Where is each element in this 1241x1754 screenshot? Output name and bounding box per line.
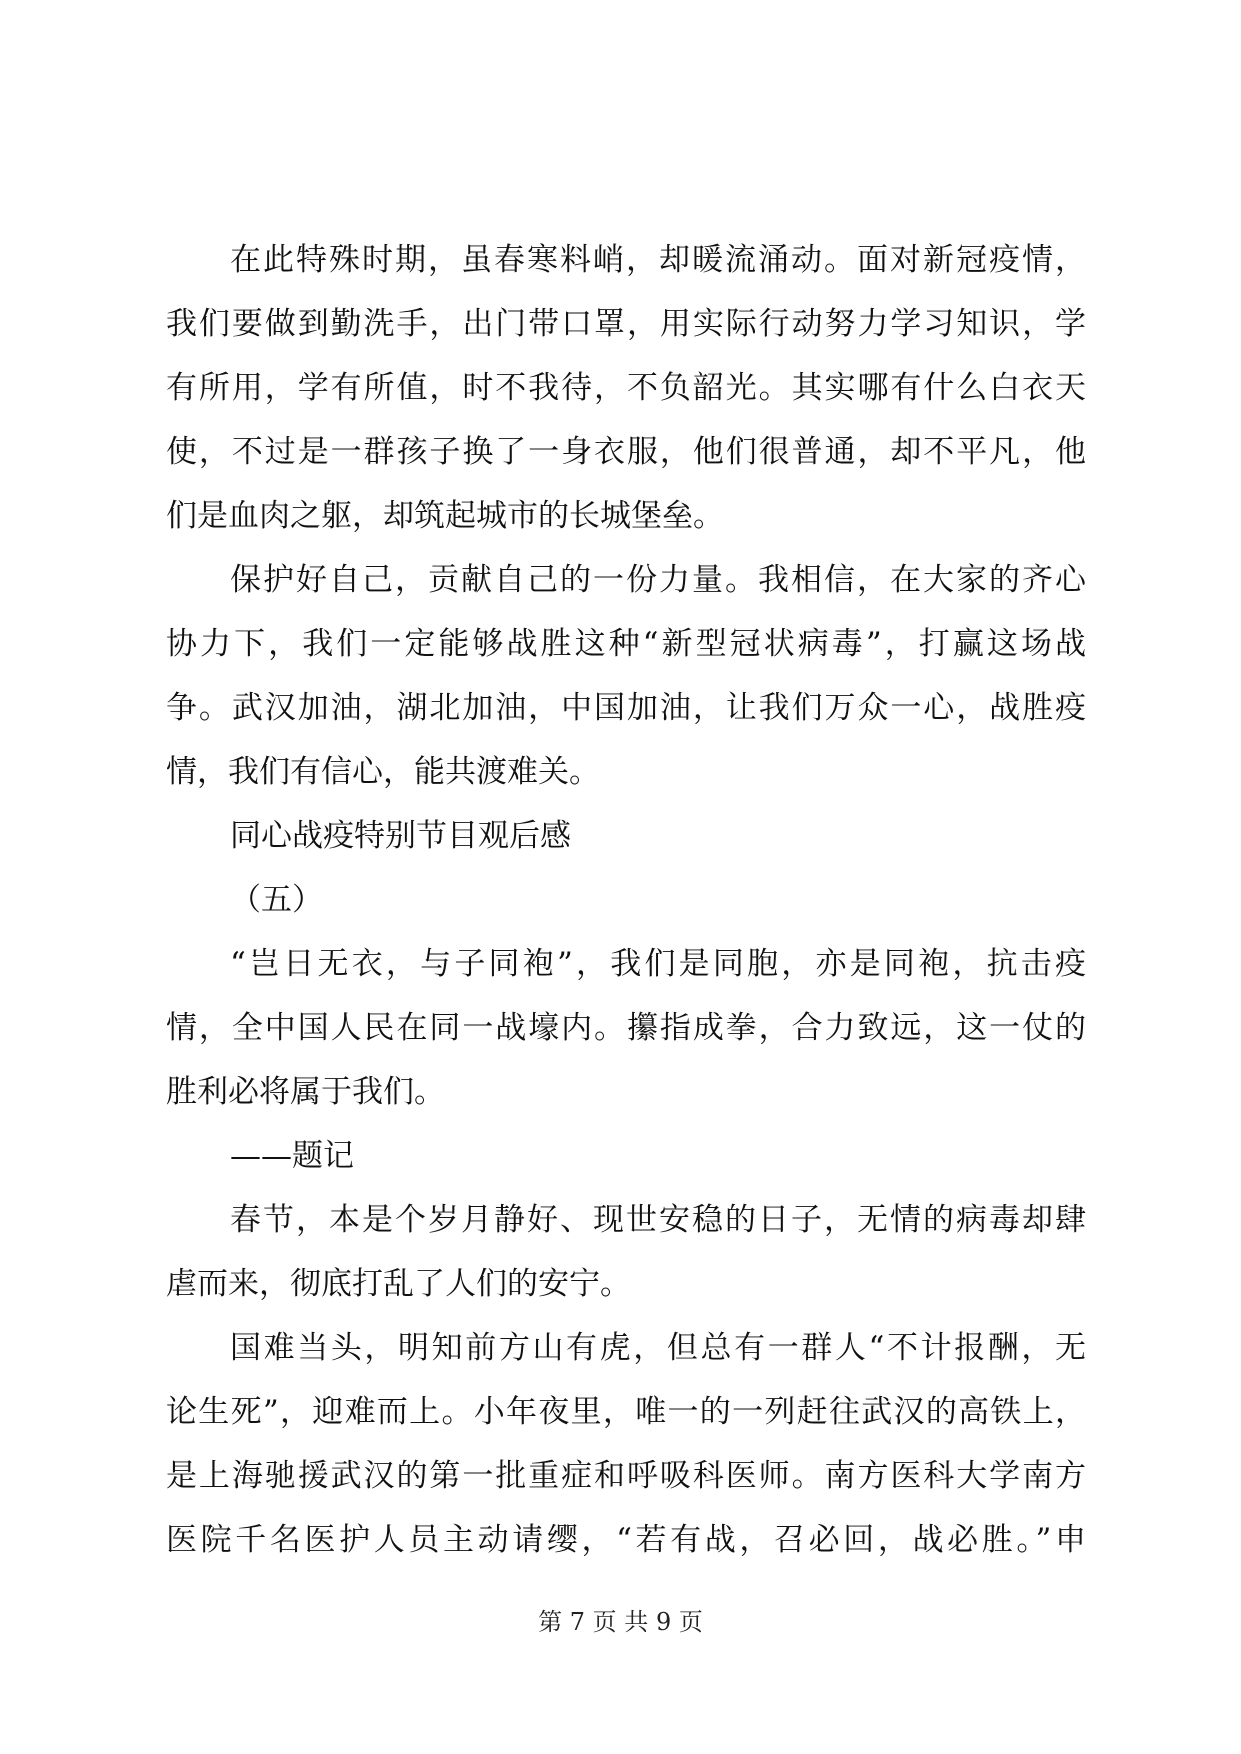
text-line: 是上海驰援武汉的第一批重症和呼吸科医师。南方医科大学南方 (166, 1458, 1086, 1494)
text-line: “岂日无衣，与子同袍”，我们是同胞，亦是同袍，抗击疫 (230, 946, 1086, 982)
text-line: 协力下，我们一定能够战胜这种“新型冠状病毒”，打赢这场战 (166, 626, 1086, 662)
epigraph-attribution: ——题记 (230, 1138, 354, 1174)
text-line: 论生死”，迎难而上。小年夜里，唯一的一列赶往武汉的高铁上， (166, 1394, 1086, 1430)
text-line: 情，全中国人民在同一战壕内。攥指成拳，合力致远，这一仗的 (166, 1010, 1086, 1046)
text-line: 使，不过是一群孩子换了一身衣服，他们很普通，却不平凡，他 (166, 434, 1086, 470)
text-line: 春节，本是个岁月静好、现世安稳的日子，无情的病毒却肆 (230, 1202, 1086, 1238)
text-line: 医院千名医护人员主动请缨，“若有战，召必回，战必胜。”申 (166, 1522, 1086, 1558)
text-line: 有所用，学有所值，时不我待，不负韶光。其实哪有什么白衣天 (166, 370, 1086, 406)
page-footer (0, 1606, 1241, 1638)
text-line: 情，我们有信心，能共渡难关。 (166, 754, 600, 790)
page-number: 第 7 页 共 9 页 (538, 1608, 703, 1636)
text-line: 们是血肉之躯，却筑起城市的长城堡垒。 (166, 498, 724, 534)
section-title: 同心战疫特别节目观后感 (230, 818, 571, 854)
text-line: 争。武汉加油，湖北加油，中国加油，让我们万众一心，战胜疫 (166, 690, 1086, 726)
text-line: 保护好自己，贡献自己的一份力量。我相信，在大家的齐心 (230, 562, 1086, 598)
text-line: 胜利必将属于我们。 (166, 1074, 445, 1110)
text-line: 在此特殊时期，虽春寒料峭，却暖流涌动。面对新冠疫情， (230, 242, 1086, 278)
text-line: 国难当头，明知前方山有虎，但总有一群人“不计报酬，无 (230, 1330, 1086, 1366)
body-text (166, 228, 1086, 1572)
text-line: 我们要做到勤洗手，出门带口罩，用实际行动努力学习知识，学 (166, 306, 1086, 342)
section-number: （五） (230, 882, 323, 918)
text-line: 虐而来，彻底打乱了人们的安宁。 (166, 1266, 631, 1302)
